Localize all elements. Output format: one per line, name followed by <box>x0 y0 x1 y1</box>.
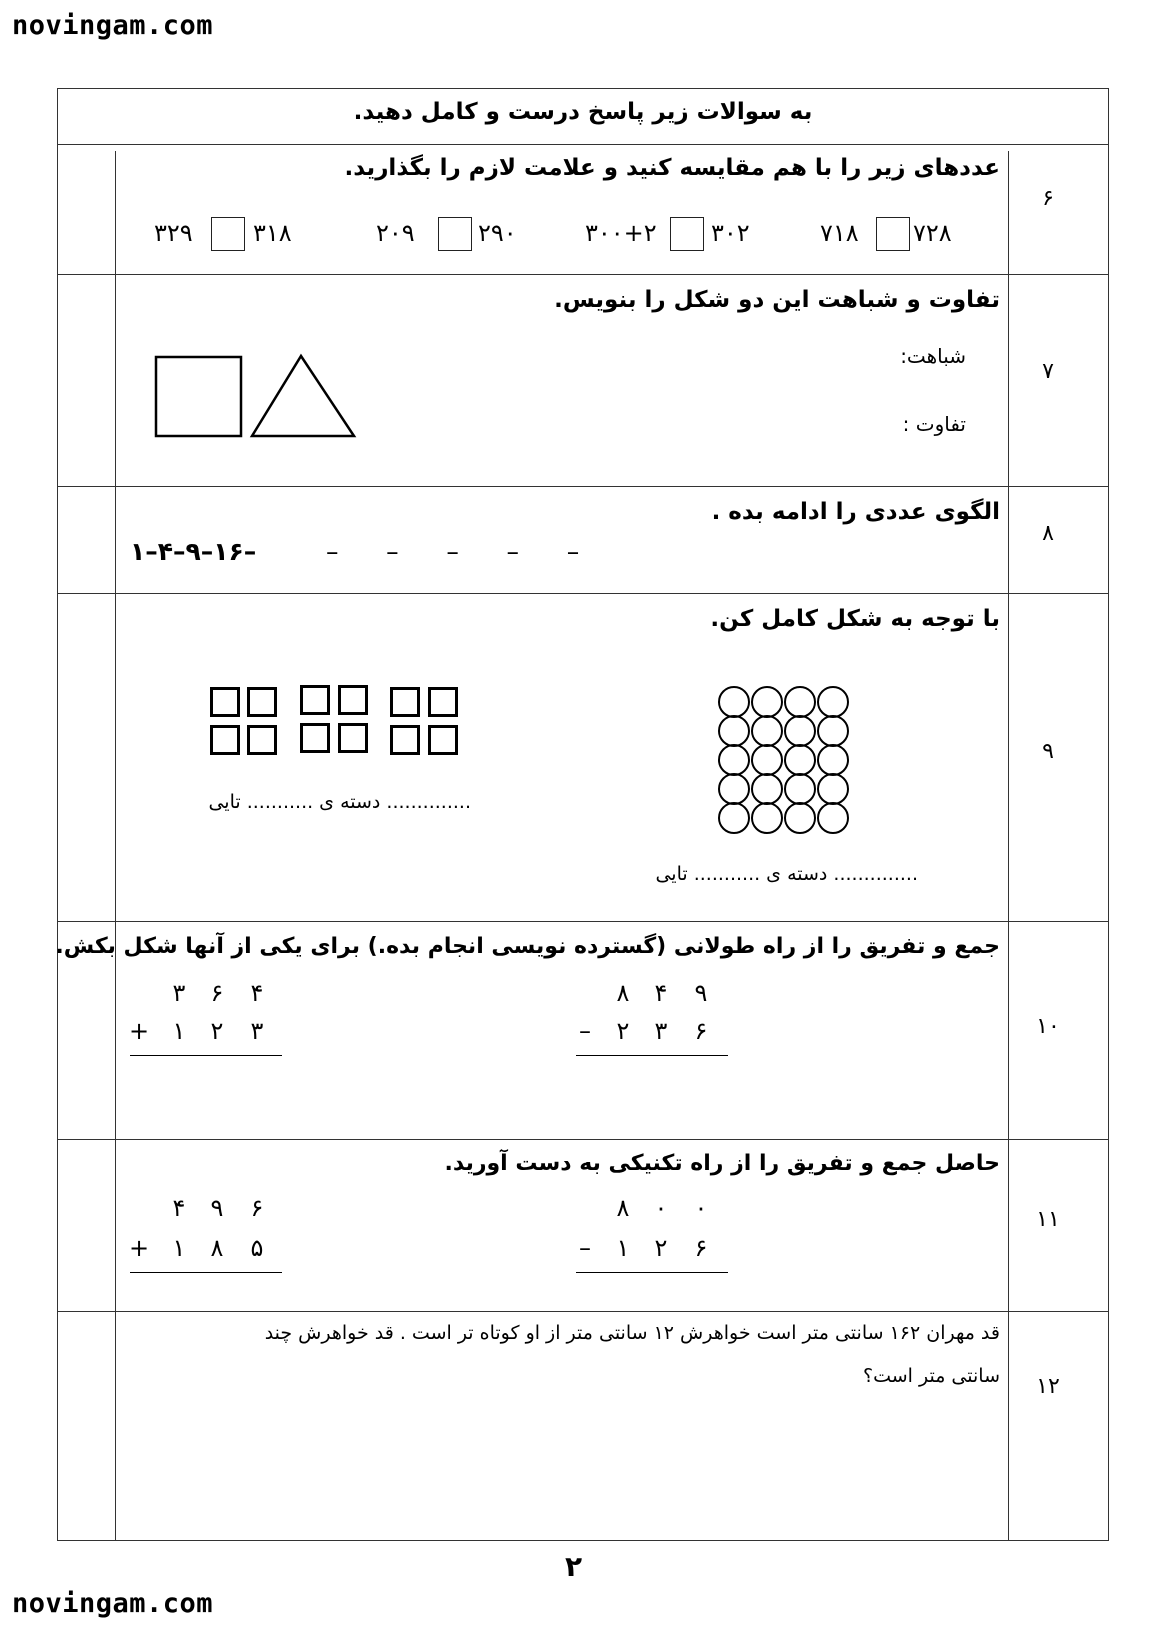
row-divider <box>58 921 1108 922</box>
score-column-divider <box>115 151 116 1540</box>
digit: ۳ <box>250 1017 264 1045</box>
square-shape <box>156 357 241 436</box>
circle-shape <box>817 802 849 834</box>
operator: – <box>579 1234 591 1262</box>
question-title: با توجه به شکل کامل کن. <box>710 606 1000 632</box>
compare-number: ۷۲۸ <box>913 219 952 247</box>
operator: + <box>128 1017 150 1045</box>
circle-shape <box>784 773 816 805</box>
digit: ۴ <box>654 979 668 1007</box>
question-title: تفاوت و شباهت این دو شکل را بنویس. <box>554 287 1000 313</box>
compare-number: ۳۰۲ <box>711 219 750 247</box>
sequence-blanks[interactable]: – – – – – <box>326 537 580 566</box>
square-shape <box>428 725 458 755</box>
question-number: ۹ <box>1042 739 1054 764</box>
row-divider <box>58 144 1108 145</box>
square-shape <box>428 687 458 717</box>
triangle-shape <box>252 356 354 436</box>
compare-number: ۳۱۸ <box>253 219 292 247</box>
digit: ۸ <box>616 1194 630 1222</box>
answer-line <box>130 1055 282 1056</box>
word-problem-line-2: سانتی متر است؟ <box>863 1365 1000 1387</box>
compare-number: ۲۰۹ <box>376 219 415 247</box>
compare-answer-box[interactable] <box>438 217 472 251</box>
digit: ۶ <box>250 1194 264 1222</box>
circle-shape <box>718 715 750 747</box>
question-number: ۸ <box>1042 521 1054 546</box>
page-number: ۲ <box>565 1550 583 1583</box>
row-divider <box>58 1139 1108 1140</box>
square-shape <box>210 687 240 717</box>
digit: ۶ <box>694 1017 708 1045</box>
circle-shape <box>751 686 783 718</box>
circle-shape <box>718 802 750 834</box>
circle-shape <box>817 715 849 747</box>
circles-fill-in[interactable]: .............. دسته ی ........... تایی <box>655 863 918 885</box>
square-shape <box>390 687 420 717</box>
digit: ۱ <box>172 1234 186 1262</box>
circle-shape <box>817 686 849 718</box>
digit: ۶ <box>694 1234 708 1262</box>
compare-number: ۳۰۰+۲ <box>585 219 657 247</box>
digit: ۲ <box>616 1017 630 1045</box>
circle-shape <box>718 686 750 718</box>
digit: ۱ <box>172 1017 186 1045</box>
circle-shape <box>784 744 816 776</box>
digit: ۸ <box>616 979 630 1007</box>
square-shape <box>390 725 420 755</box>
square-shape <box>210 725 240 755</box>
digit: ۲ <box>654 1234 668 1262</box>
row-divider <box>58 486 1108 487</box>
circle-shape <box>751 715 783 747</box>
number-column-divider <box>1008 151 1009 1540</box>
circle-shape <box>751 802 783 834</box>
circle-shape <box>784 686 816 718</box>
digit: ۸ <box>210 1234 224 1262</box>
operator: + <box>128 1234 150 1262</box>
circle-shape <box>784 715 816 747</box>
question-number: ۱۱ <box>1036 1207 1060 1232</box>
operator: – <box>579 1017 591 1045</box>
digit: ۰ <box>654 1194 668 1222</box>
digit: ۲ <box>210 1017 224 1045</box>
question-number: ۱۲ <box>1036 1374 1060 1399</box>
question-number: ۱۰ <box>1036 1014 1060 1039</box>
circle-shape <box>718 773 750 805</box>
digit: ۰ <box>694 1194 708 1222</box>
compare-number: ۲۹۰ <box>478 219 517 247</box>
question-number: ۷ <box>1042 359 1054 384</box>
answer-line <box>576 1272 728 1273</box>
compare-answer-box[interactable] <box>670 217 704 251</box>
square-shape <box>247 725 277 755</box>
instructions-header: به سوالات زیر پاسخ درست و کامل دهید. <box>353 99 813 125</box>
question-title: جمع و تفریق را از راه طولانی (گسترده نویسی انجام بده.) برای یکی از آنها شکل بکش. <box>55 934 1000 959</box>
circle-shape <box>751 744 783 776</box>
circle-shape <box>817 773 849 805</box>
answer-line <box>576 1055 728 1056</box>
compare-answer-box[interactable] <box>211 217 245 251</box>
digit: ۳ <box>172 979 186 1007</box>
question-title: الگوی عددی را ادامه بده . <box>711 499 1000 525</box>
circle-shape <box>751 773 783 805</box>
watermark-top: novingam.com <box>12 10 214 41</box>
question-number: ۶ <box>1042 186 1054 211</box>
answer-line <box>130 1272 282 1273</box>
row-divider <box>58 1311 1108 1312</box>
number-sequence: ۱–۴–۹–۱۶– <box>130 537 257 566</box>
word-problem-line-1: قد مهران ۱۶۲ سانتی متر است خواهرش ۱۲ سانتی متر از او کوتاه تر است . قد خواهرش چند <box>264 1322 1000 1344</box>
square-shape <box>247 687 277 717</box>
watermark-bottom: novingam.com <box>12 1588 214 1619</box>
row-divider <box>58 593 1108 594</box>
difference-label: تفاوت : <box>902 412 966 436</box>
digit: ۱ <box>616 1234 630 1262</box>
similarity-label: شباهت: <box>900 344 966 368</box>
square-shape <box>338 685 368 715</box>
digit: ۶ <box>210 979 224 1007</box>
digit: ۳ <box>654 1017 668 1045</box>
square-shape <box>338 723 368 753</box>
compare-number: ۷۱۸ <box>820 219 859 247</box>
exam-sheet <box>57 88 1109 1541</box>
digit: ۴ <box>250 979 264 1007</box>
square-shape <box>300 723 330 753</box>
shapes-illustration <box>153 353 363 441</box>
compare-number: ۳۲۹ <box>154 219 193 247</box>
compare-answer-box[interactable] <box>876 217 910 251</box>
digit: ۴ <box>172 1194 186 1222</box>
circle-shape <box>817 744 849 776</box>
squares-fill-in[interactable]: .............. دسته ی ........... تایی <box>208 791 471 813</box>
digit: ۵ <box>250 1234 264 1262</box>
question-title: حاصل جمع و تفریق را از راه تکنیکی به دست آورید. <box>444 1151 1000 1176</box>
row-divider <box>58 274 1108 275</box>
circle-shape <box>718 744 750 776</box>
square-shape <box>300 685 330 715</box>
digit: ۹ <box>694 979 708 1007</box>
digit: ۹ <box>210 1194 224 1222</box>
circle-shape <box>784 802 816 834</box>
question-title: عددهای زیر را با هم مقایسه کنید و علامت لازم را بگذارید. <box>344 155 1000 181</box>
